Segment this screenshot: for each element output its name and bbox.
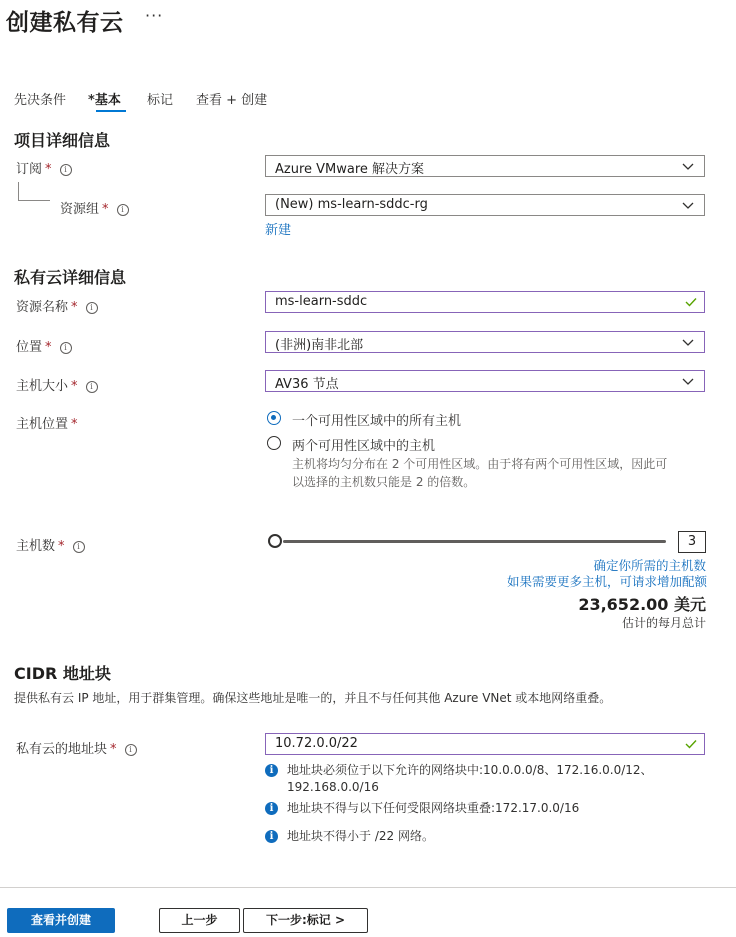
active-tab-indicator — [96, 110, 126, 112]
tab-label: 标记 — [147, 93, 174, 108]
more-icon[interactable]: ··· — [145, 6, 164, 25]
cidr-address-label — [16, 738, 137, 757]
host-location-label — [16, 413, 78, 432]
subscription-value: Azure VMware 解决方案 — [275, 162, 425, 177]
required-asterisk: * — [45, 162, 52, 177]
info-icon[interactable]: i — [125, 744, 137, 756]
cidr-note-3: 地址块不得小于 /22 网络。 — [287, 829, 434, 843]
estimated-price: 23,652.00 美元 — [578, 595, 706, 614]
info-icon[interactable]: i — [60, 164, 72, 176]
next-tags-button[interactable]: 下一步:标记 > — [243, 908, 368, 933]
previous-button[interactable]: 上一步 — [159, 908, 240, 933]
required-asterisk: * — [71, 379, 78, 394]
tree-connector-vertical — [18, 182, 19, 200]
resource-group-value: (New) ms-learn-sddc-rg — [275, 197, 428, 212]
required-asterisk: * — [102, 202, 109, 217]
host-size-label — [16, 375, 98, 394]
required-asterisk: * — [71, 417, 78, 432]
resource-group-dropdown[interactable] — [265, 194, 705, 216]
tab-label: 先决条件 — [14, 93, 67, 108]
page-title: 创建私有云 — [6, 10, 124, 36]
info-icon[interactable]: i — [86, 381, 98, 393]
request-quota-link[interactable]: 如果需要更多主机，可请求增加配额 — [506, 574, 707, 589]
checkmark-icon — [684, 737, 698, 751]
cidr-note-1-line2: 192.168.0.0/16 — [287, 780, 379, 794]
tab-label: 查看 + 创建 — [196, 93, 268, 108]
host-count-slider-thumb[interactable] — [268, 534, 282, 548]
info-filled-icon: i — [265, 802, 278, 815]
info-icon[interactable]: i — [86, 302, 98, 314]
info-filled-icon: i — [265, 764, 278, 777]
info-icon[interactable]: i — [73, 541, 85, 553]
resource-name-input[interactable] — [265, 291, 705, 313]
radio-selected-dot — [271, 415, 276, 420]
required-asterisk: * — [58, 539, 65, 554]
cidr-address-label-text: 私有云的地址块 — [16, 742, 108, 757]
cidr-address-input[interactable] — [265, 733, 705, 755]
price-note: 估计的每月总计 — [621, 616, 706, 630]
two-zones-hint-line1: 主机将均匀分布在 2 个可用性区域。由于将有两个可用性区域，因此可 — [292, 457, 668, 471]
radio-two-zones-label[interactable]: 两个可用性区域中的主机 — [292, 439, 436, 454]
resource-group-label-text: 资源组 — [60, 202, 100, 217]
checkmark-icon — [684, 295, 698, 309]
tab-basics[interactable] — [88, 89, 121, 108]
subscription-label — [16, 158, 72, 177]
location-value: (非洲)南非北部 — [275, 338, 364, 353]
info-icon[interactable]: i — [117, 204, 129, 216]
info-filled-icon: i — [265, 830, 278, 843]
required-asterisk: * — [88, 93, 95, 108]
resource-name-label-text: 资源名称 — [16, 300, 69, 315]
cidr-note-2: 地址块不得与以下任何受限网络块重叠:172.17.0.0/16 — [287, 801, 580, 815]
host-count-label — [16, 535, 85, 554]
two-zones-hint-line2: 以选择的主机数只能是 2 的倍数。 — [292, 475, 476, 489]
cidr-description: 提供私有云 IP 地址，用于群集管理。确保这些地址是唯一的，并且不与任何其他 Azure VNet 或本地网络重叠。 — [14, 691, 612, 705]
required-asterisk: * — [110, 742, 117, 757]
tab-prerequisites[interactable] — [14, 89, 66, 108]
chevron-down-icon — [680, 334, 696, 350]
resource-name-value: ms-learn-sddc — [275, 294, 368, 309]
resource-name-label — [16, 296, 98, 315]
location-label-text: 位置 — [16, 340, 43, 355]
location-dropdown[interactable] — [265, 331, 705, 353]
tab-review-create[interactable] — [196, 89, 267, 108]
info-icon[interactable]: i — [60, 342, 72, 354]
resource-group-label — [60, 198, 129, 217]
location-label — [16, 336, 72, 355]
host-count-slider-track[interactable] — [283, 540, 666, 543]
host-location-label-text: 主机位置 — [16, 417, 69, 432]
tree-connector-horizontal — [18, 200, 50, 201]
subscription-label-text: 订阅 — [16, 162, 43, 177]
host-size-label-text: 主机大小 — [16, 379, 69, 394]
required-asterisk: * — [71, 300, 78, 315]
host-size-dropdown[interactable] — [265, 370, 705, 392]
tab-tags[interactable] — [147, 89, 173, 108]
cidr-address-value: 10.72.0.0/22 — [275, 736, 358, 751]
create-new-resource-group-link[interactable]: 新建 — [265, 223, 292, 238]
chevron-down-icon — [680, 158, 696, 174]
radio-single-zone-label[interactable]: 一个可用性区域中的所有主机 — [292, 414, 462, 429]
chevron-down-icon — [680, 373, 696, 389]
determine-hosts-link[interactable]: 确定你所需的主机数 — [593, 558, 706, 573]
cidr-heading: CIDR 地址块 — [14, 664, 111, 683]
project-details-heading: 项目详细信息 — [14, 131, 111, 150]
radio-single-zone[interactable] — [267, 411, 281, 425]
radio-two-zones[interactable] — [267, 436, 281, 450]
host-count-input[interactable]: 3 — [678, 531, 706, 553]
host-size-value: AV36 节点 — [275, 377, 339, 392]
chevron-down-icon — [680, 197, 696, 213]
host-count-label-text: 主机数 — [16, 539, 56, 554]
review-create-button[interactable]: 查看并创建 — [7, 908, 115, 933]
required-asterisk: * — [45, 340, 52, 355]
footer-divider — [0, 887, 736, 888]
cidr-note-1-line1: 地址块必须位于以下允许的网络块中:10.0.0.0/8、172.16.0.0/12、 — [287, 763, 653, 777]
private-cloud-details-heading: 私有云详细信息 — [14, 268, 127, 287]
subscription-dropdown[interactable] — [265, 155, 705, 177]
tab-label: 基本 — [94, 93, 121, 108]
